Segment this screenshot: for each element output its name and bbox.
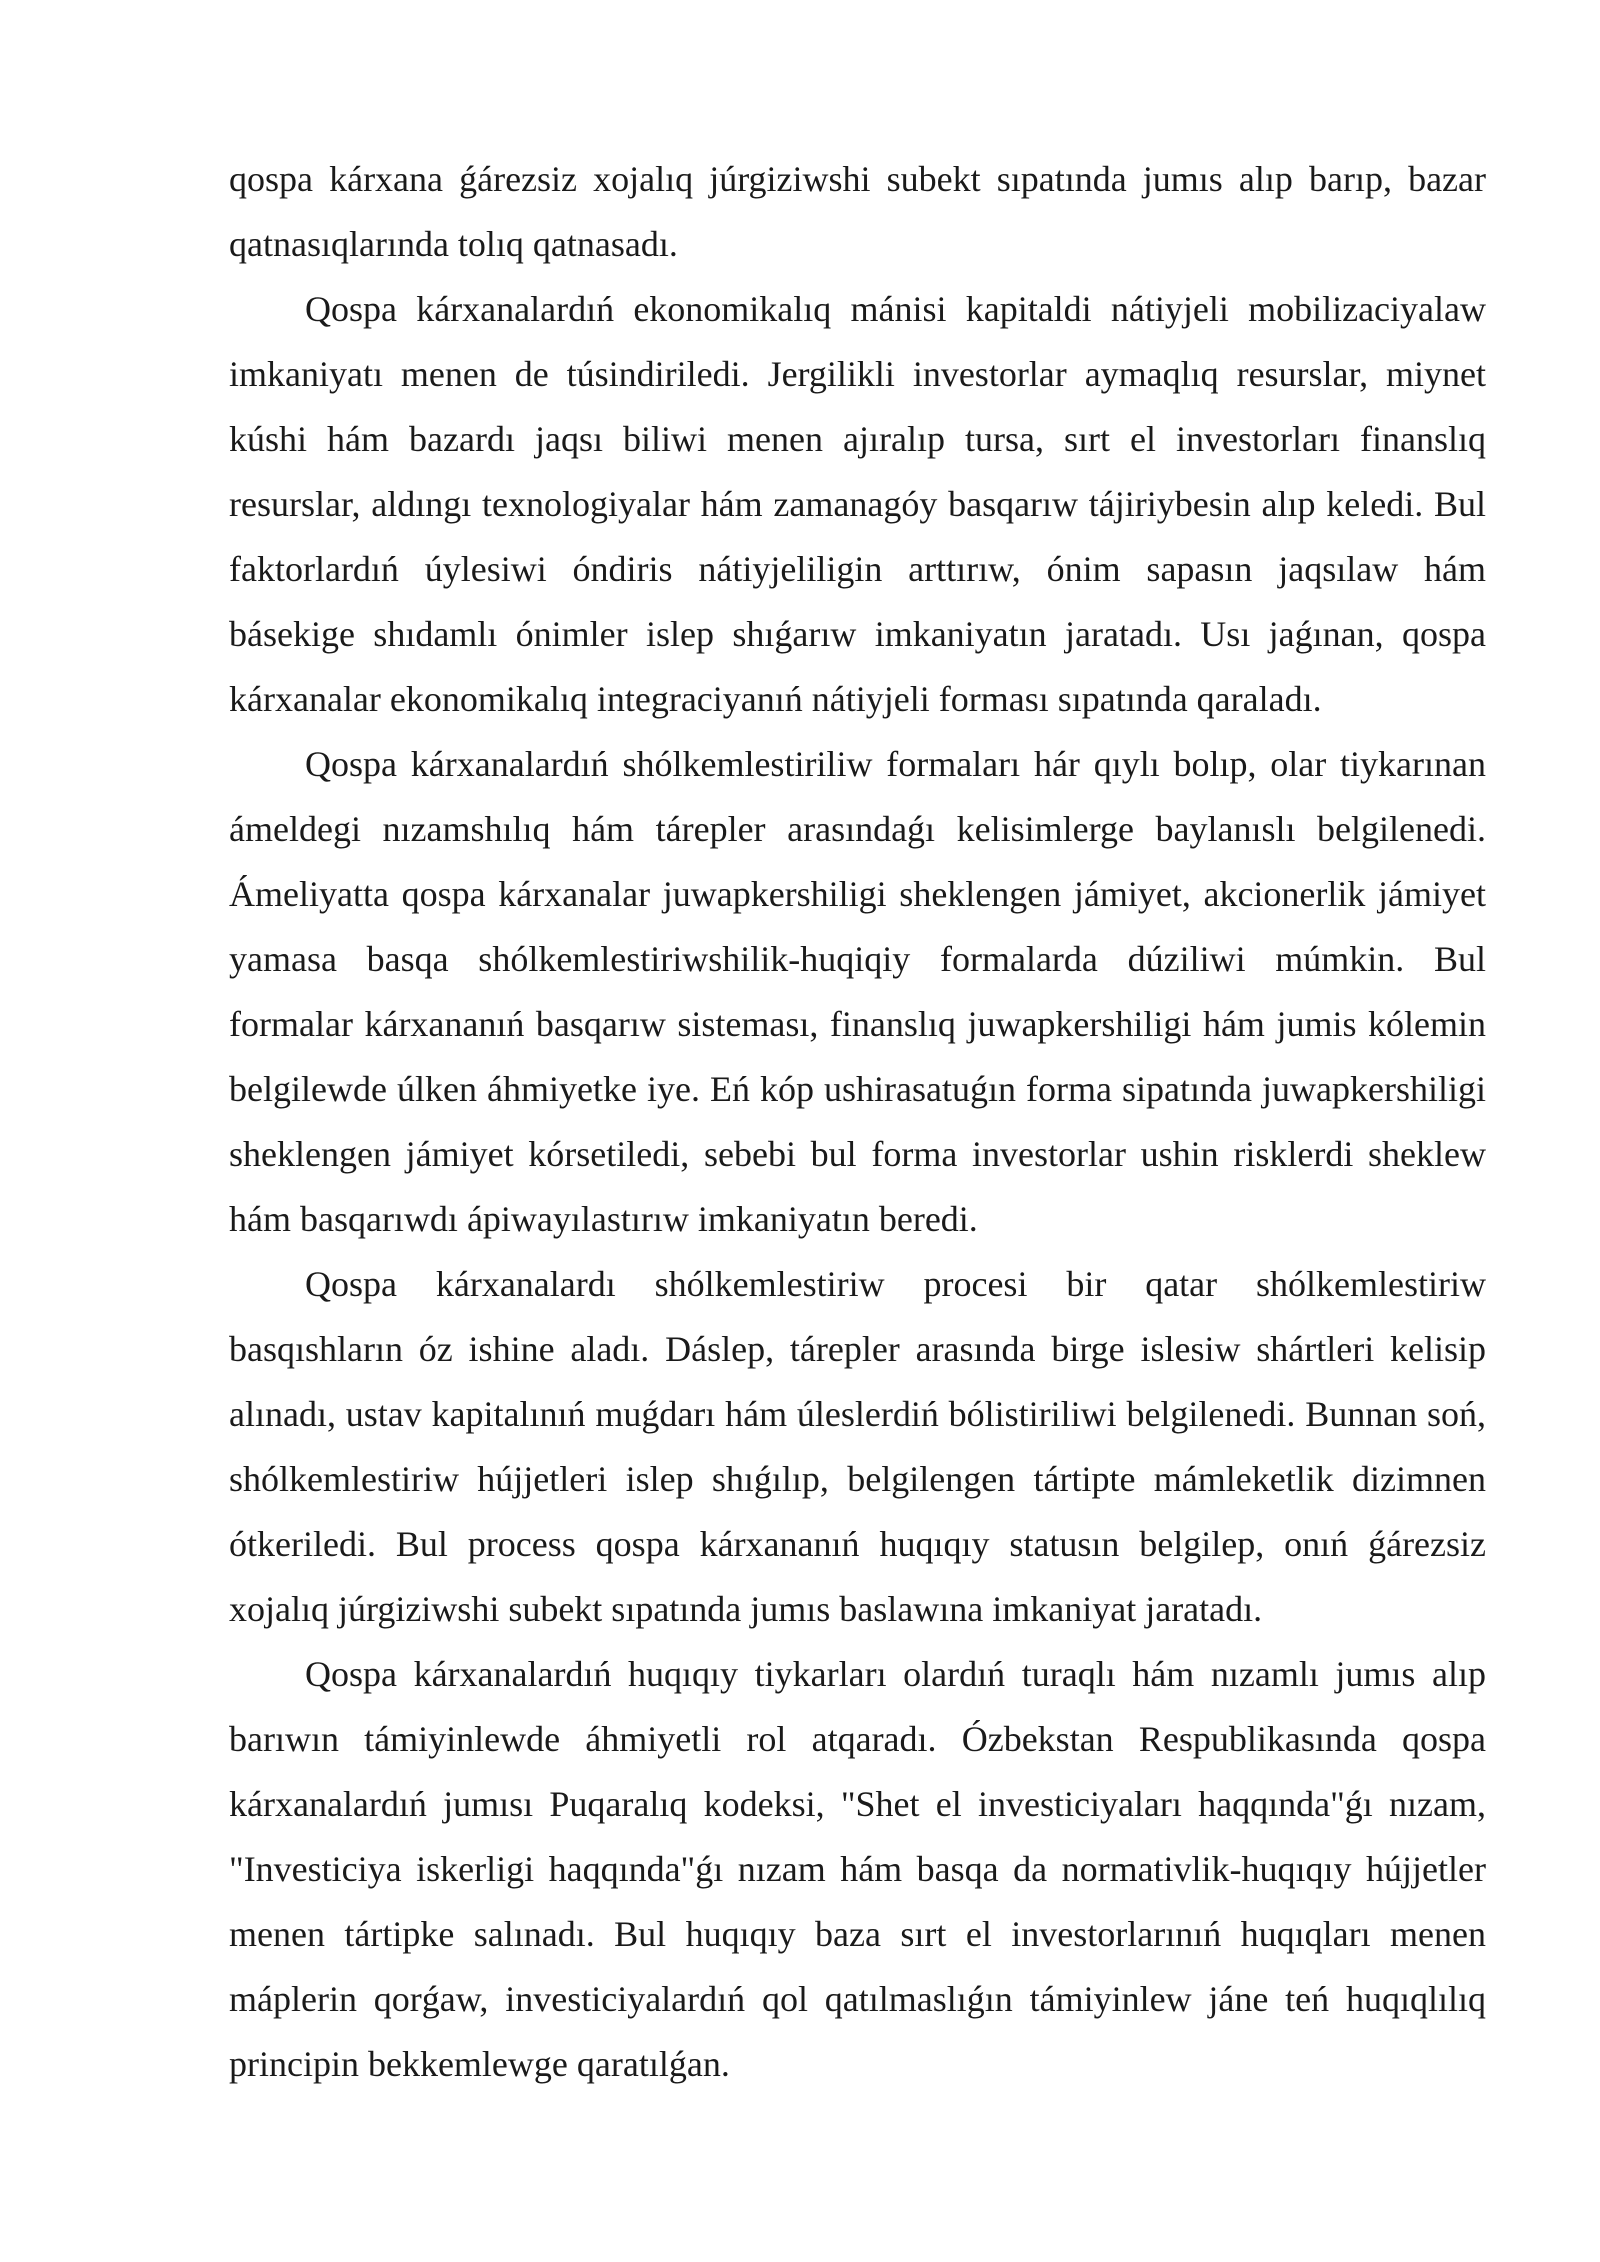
paragraph-4: Qospa kárxanalardı shólkemlestiriw procesi bir qatar shólkemlestiriw basqıshların óz ishine aladı. Dáslep, tárepler arasında birge islesiw shártleri kelisip alınadı, ustav kapitalınıń muǵdarı hám úleslerdiń bólistiriliwi belgilenedi. Bunnan soń, shólkemlestiriw hújjetleri islep shıǵılıp, belgilengen tártipte mámleketlik dizimnen ótkeriledi. Bul process qospa kárxananıń huqıqıy statusın belgilep, onıń ǵárezsiz xojalıq júrgiziwshi subekt sıpatında jumıs baslawına imkaniyat jaratadı.	[229, 1264, 1486, 1629]
paragraph-3: Qospa kárxanalardıń shólkemlestiriliw formaları hár qıylı bolıp, olar tiykarınan ámeldegi nızamshılıq hám tárepler arasındaǵı kelisimlerge baylanıslı belgilenedi. Ámeliyatta qospa kárxanalar juwapkershiligi sheklengen jámiyet, akcionerlik jámiyet yamasa basqa shólkemlestiriwshilik-huqiqiy formalarda dúziliwi múmkin. Bul formalar kárxananıń basqarıw sisteması, finanslıq juwapkershiligi hám jumis kólemin belgilewde úlken áhmiyetke iye. Eń kóp ushirasatuǵın forma sipatında juwapkershiligi sheklengen jámiyet kórsetiledi, sebebi bul forma investorlar ushin risklerdi sheklew hám basqarıwdı ápiwayılastırıw imkaniyatın beredi.	[229, 744, 1486, 1239]
document-body	[229, 147, 1486, 2097]
paragraph-1: qospa kárxana ǵárezsiz xojalıq júrgiziwshi subekt sıpatında jumıs alıp barıp, bazar qatnasıqlarında tolıq qatnasadı.	[229, 159, 1486, 264]
paragraph-2: Qospa kárxanalardıń ekonomikalıq mánisi kapitaldi nátiyjeli mobilizaciyalaw imkaniyatı menen de túsindiriledi. Jergilikli investorlar aymaqlıq resurslar, miynet kúshi hám bazardı jaqsı biliwi menen ajıralıp tursa, sırt el investorları finanslıq resurslar, aldıngı texnologiyalar hám zamanagóy basqarıw tájiriybesin alıp keledi. Bul faktorlardıń úylesiwi óndiris nátiyjeliligin arttırıw, ónim sapasın jaqsılaw hám básekige shıdamlı ónimler islep shıǵarıw imkaniyatın jaratadı. Usı jaǵınan, qospa kárxanalar ekonomikalıq integraciyanıń nátiyjeli forması sıpatında qaraladı.	[229, 289, 1486, 719]
paragraph-5: Qospa kárxanalardıń huqıqıy tiykarları olardıń turaqlı hám nızamlı jumıs alıp barıwın támiyinlewde áhmiyetli rol atqaradı. Ózbekstan Respublikasında qospa kárxanalardıń jumısı Puqaralıq kodeksi, "Shet el investiciyaları haqqında"ǵı nızam, "Investiciya iskerligi haqqında"ǵı nızam hám basqa da normativlik-huqıqıy hújjetler menen tártipke salınadı. Bul huqıqıy baza sırt el investorlarınıń huqıqları menen máplerin qorǵaw, investiciyalardıń qol qatılmaslıǵın támiyinlew jáne teń huqıqlılıq principin bekkemlewge qaratılǵan.	[229, 1654, 1486, 2084]
